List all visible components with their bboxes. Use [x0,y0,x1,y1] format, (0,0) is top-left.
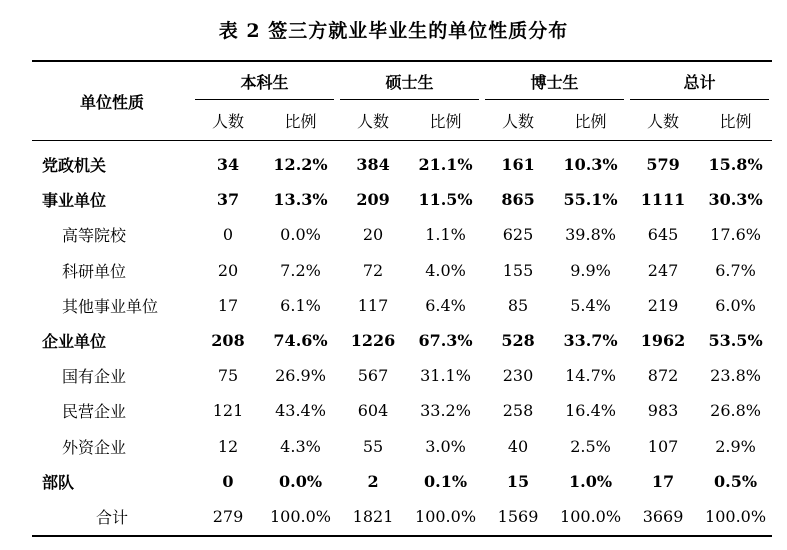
row-label: 外资企业 [62,437,127,457]
cell-ratio: 100.0% [554,499,627,536]
group-underline [630,99,769,100]
cell-ratio: 10.3% [563,155,618,175]
cell-count: 34 [216,155,240,175]
cell-ratio: 33.7% [563,331,618,351]
cell-ratio: 26.8% [710,401,761,421]
cell-count: 384 [356,155,390,175]
cell-count: 247 [647,260,679,280]
cell-ratio: 67.3% [418,331,473,351]
cell-count: 20 [217,260,239,280]
cell-count: 579 [646,155,680,175]
table-row [32,217,772,252]
cell-ratio: 100.0% [409,499,482,536]
cell-count: 17 [217,295,239,315]
table-row [32,288,772,323]
cell-ratio: 0.0% [278,471,323,491]
cell-ratio: 100.0% [264,499,337,536]
cell-count: 567 [357,366,389,386]
sub-header-ratio: 比例 [554,100,627,141]
row-label: 民营企业 [62,402,127,422]
cell-ratio: 13.3% [273,190,328,210]
sub-header-ratio: 比例 [409,100,482,141]
cell-ratio: 100.0% [699,499,772,536]
cell-ratio: 30.3% [708,190,763,210]
cell-ratio: 74.6% [273,331,328,351]
cell-ratio: 6.4% [425,295,466,315]
group-underline [340,99,479,100]
row-label: 合计 [32,499,192,536]
group-header-text: 本科生 [240,72,289,92]
row-label: 高等院校 [62,226,127,246]
row-label: 部队 [42,472,75,492]
cell-count: 625 [502,225,534,245]
cell-ratio: 2.9% [715,436,756,456]
table-container [32,60,772,537]
cell-ratio: 43.4% [275,401,326,421]
cell-count: 219 [647,295,679,315]
sub-header-ratio: 比例 [264,100,337,141]
cell-ratio: 4.3% [280,436,321,456]
group-underline [195,99,334,100]
header-row-groups [32,61,772,100]
cell-ratio: 23.8% [710,366,761,386]
cell-ratio: 5.4% [570,295,611,315]
row-label: 其他事业单位 [62,296,159,316]
cell-ratio: 14.7% [565,366,616,386]
cell-ratio: 33.2% [420,401,471,421]
cell-ratio: 0.0% [280,225,321,245]
cell-ratio: 53.5% [708,331,763,351]
cell-ratio: 1.1% [425,225,466,245]
row-label: 党政机关 [42,156,107,176]
cell-ratio: 4.0% [425,260,466,280]
cell-ratio: 6.7% [715,260,756,280]
group-header-total [627,61,772,100]
row-label: 事业单位 [42,191,107,211]
sub-header-ratio: 比例 [699,100,772,141]
cell-ratio: 7.2% [280,260,321,280]
cell-count: 85 [507,295,529,315]
cell-count: 865 [501,190,535,210]
cell-ratio: 21.1% [418,155,473,175]
cell-count: 258 [502,401,534,421]
table-row [32,323,772,358]
row-label: 科研单位 [62,261,127,281]
row-label: 国有企业 [62,367,127,387]
cell-count: 872 [647,366,679,386]
cell-count: 75 [217,366,239,386]
cell-count: 107 [647,436,679,456]
cell-ratio: 9.9% [570,260,611,280]
cell-ratio: 16.4% [565,401,616,421]
cell-count: 1962 [640,331,686,351]
table-row [32,393,772,428]
cell-count: 1569 [482,499,554,536]
sub-header-count: 人数 [192,100,264,141]
sub-header-count: 人数 [627,100,699,141]
cell-ratio: 39.8% [565,225,616,245]
cell-count: 0 [222,225,234,245]
group-header-undergrad [192,61,337,100]
group-header-text: 总计 [683,72,716,92]
data-table [32,60,772,537]
cell-count: 17 [651,471,675,491]
cell-ratio: 0.5% [714,471,758,491]
table-row [32,464,772,499]
cell-ratio: 6.0% [715,295,756,315]
cell-ratio: 31.1% [420,366,471,386]
cell-count: 209 [356,190,390,210]
sub-header-count: 人数 [482,100,554,141]
table-row [32,358,772,393]
cell-ratio: 0.1% [424,471,468,491]
group-header-text: 博士生 [530,72,579,92]
cell-count: 117 [357,295,389,315]
group-header-phd [482,61,627,100]
cell-count: 72 [362,260,384,280]
table-row [32,253,772,288]
cell-count: 161 [501,155,535,175]
cell-ratio: 2.5% [570,436,611,456]
cell-count: 230 [502,366,534,386]
table-row [32,182,772,217]
cell-ratio: 15.8% [708,155,763,175]
cell-count: 20 [362,225,384,245]
row-label: 企业单位 [42,332,107,352]
cell-count: 1111 [640,190,686,210]
cell-count: 3669 [627,499,699,536]
cell-count: 604 [357,401,389,421]
table-row [32,141,772,183]
table-row [32,499,772,536]
cell-ratio: 12.2% [273,155,328,175]
cell-count: 155 [502,260,534,280]
cell-count: 12 [217,436,239,456]
cell-count: 528 [501,331,535,351]
sub-header-count: 人数 [337,100,409,141]
cell-count: 37 [216,190,240,210]
cell-ratio: 11.5% [418,190,473,210]
cell-count: 279 [192,499,264,536]
cell-count: 983 [647,401,679,421]
cell-ratio: 55.1% [563,190,618,210]
cell-ratio: 26.9% [275,366,326,386]
cell-count: 1821 [337,499,409,536]
cell-ratio: 3.0% [425,436,466,456]
cell-count: 15 [506,471,530,491]
cell-count: 0 [222,471,234,491]
group-header-text: 硕士生 [385,72,434,92]
cell-count: 208 [211,331,245,351]
cell-count: 121 [212,401,244,421]
table-body [32,141,772,536]
row-label-header: 单位性质 [32,61,192,141]
cell-count: 1226 [350,331,396,351]
cell-count: 55 [362,436,384,456]
cell-ratio: 1.0% [569,471,613,491]
cell-ratio: 6.1% [280,295,321,315]
table-title: 表 2 签三方就业毕业生的单位性质分布 [218,20,569,42]
cell-count: 40 [507,436,529,456]
cell-ratio: 17.6% [710,225,761,245]
cell-count: 645 [647,225,679,245]
cell-count: 2 [367,471,379,491]
table-row [32,429,772,464]
group-header-master [337,61,482,100]
group-underline [485,99,624,100]
